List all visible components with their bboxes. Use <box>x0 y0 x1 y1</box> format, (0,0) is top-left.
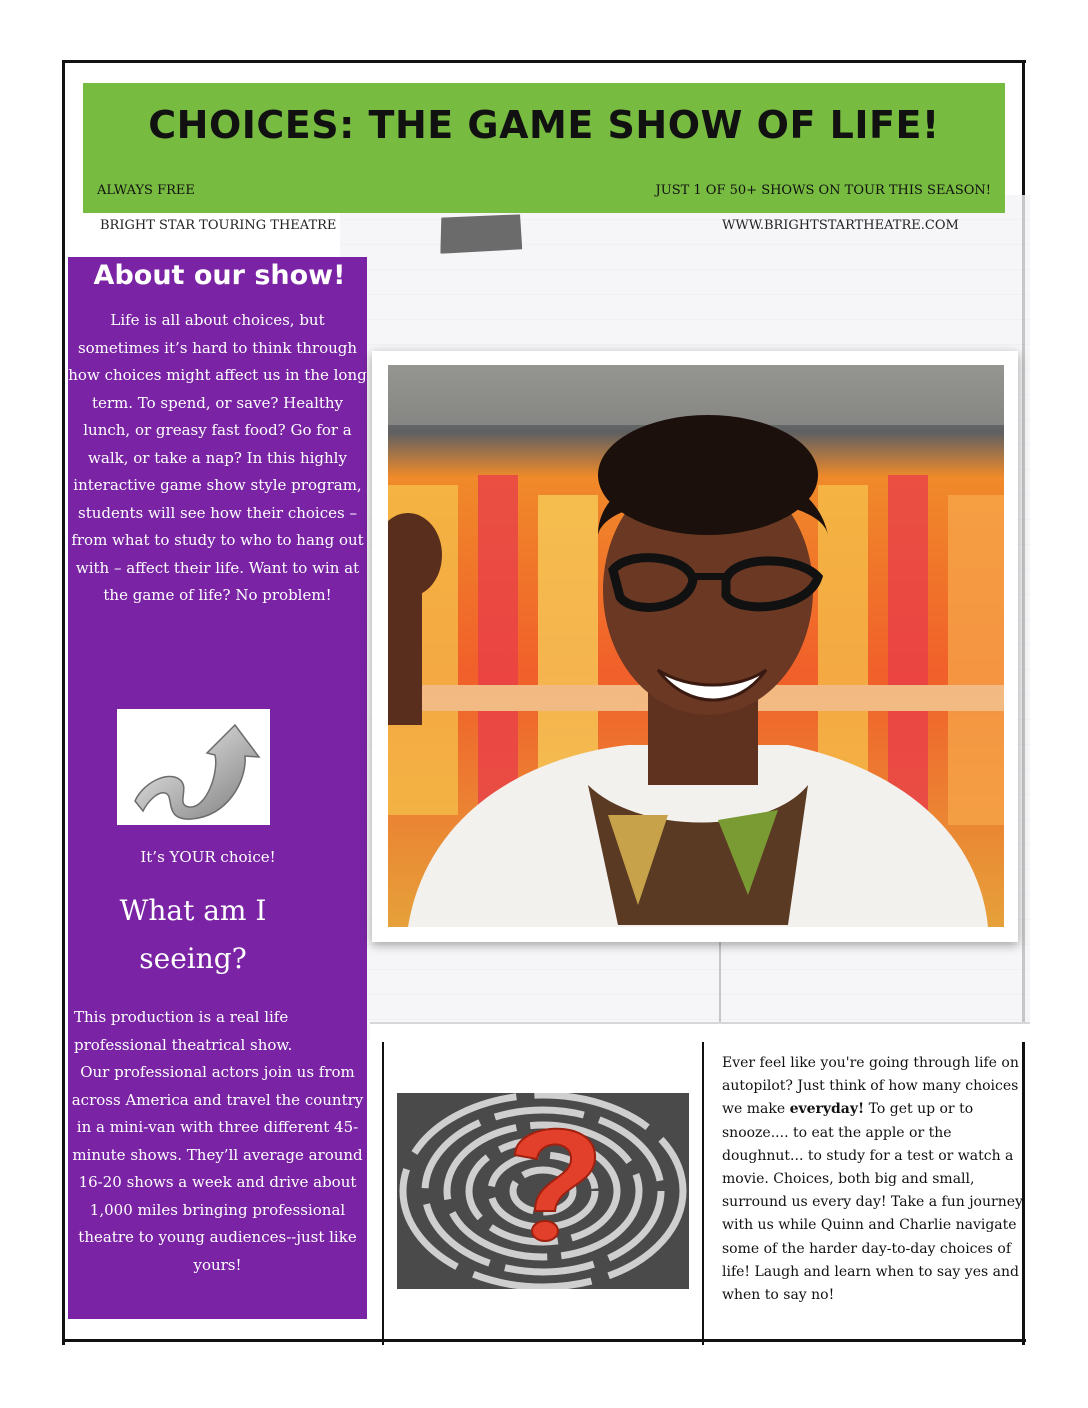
frame-bottom <box>62 1339 1026 1342</box>
page-title: CHOICES: THE GAME SHOW OF LIFE! <box>148 103 940 147</box>
tape-strip <box>440 214 523 253</box>
story-emphasis: everyday! <box>789 1101 865 1118</box>
about-sidebar <box>68 257 367 1319</box>
story-part-2: To get up or to snooze.... to eat the apple or the doughnut... to study for a test or watch a movie. Choices, both big and small, surround us every day! Take a fun journey with us while Quinn and Charlie navigate some of the harder day-to-day choices of life! Laugh and learn when to say yes and when to say no! <box>722 1101 1023 1304</box>
company-name: BRIGHT STAR TOURING THEATRE <box>100 218 337 233</box>
about-text: Life is all about choices, but sometimes it’s hard to think through how choices might affect us in the long term. To spend, or save? Healthy lunch, or greasy fast food? Go for a walk, or take a nap? In this highly interactive game show style program, students will see how their choices – from what to study to who to hang out with – affect their life. Want to win at the game of life? No problem! <box>68 311 367 604</box>
torn-paper-edge <box>370 1022 1030 1042</box>
choice-caption: It’s YOUR choice! <box>140 848 276 866</box>
story-part-1: Ever feel like you're going through life on autopilot? Just think of how many choices we make <box>722 1055 1019 1118</box>
always-free-tag: ALWAYS FREE <box>97 183 195 198</box>
divider-mid-right <box>702 1025 704 1345</box>
shows-on-tour-tag: JUST 1 OF 50+ SHOWS ON TOUR THIS SEASON! <box>655 183 991 198</box>
seeing-text <box>68 1004 367 1279</box>
frame-left <box>62 60 65 1345</box>
story-text <box>722 1052 1024 1307</box>
winding-arrow-icon <box>117 709 270 825</box>
seeing-heading: What am I seeing? <box>119 894 267 975</box>
choice-arrow-image <box>117 709 270 825</box>
frame-top <box>62 60 1026 63</box>
website-url: WWW.BRIGHTSTARTHEATRE.COM <box>722 218 959 233</box>
seeing-body: Our professional actors join us from across America and travel the country in a mini-van with three different 45-minute shows. They’ll average around 16-20 shows a week and drive about 1,000 miles bringing professional theatre to young audiences--just like yours! <box>71 1063 364 1274</box>
divider-mid-left <box>382 1025 384 1345</box>
header-banner <box>83 83 1005 213</box>
maze-question-image <box>397 1093 689 1289</box>
actor-photo-frame <box>372 351 1018 942</box>
about-heading: About our show! <box>93 260 346 291</box>
seeing-lead: This production is a real life professional theatrical show. <box>74 1008 293 1054</box>
actor-photo <box>388 365 1004 927</box>
